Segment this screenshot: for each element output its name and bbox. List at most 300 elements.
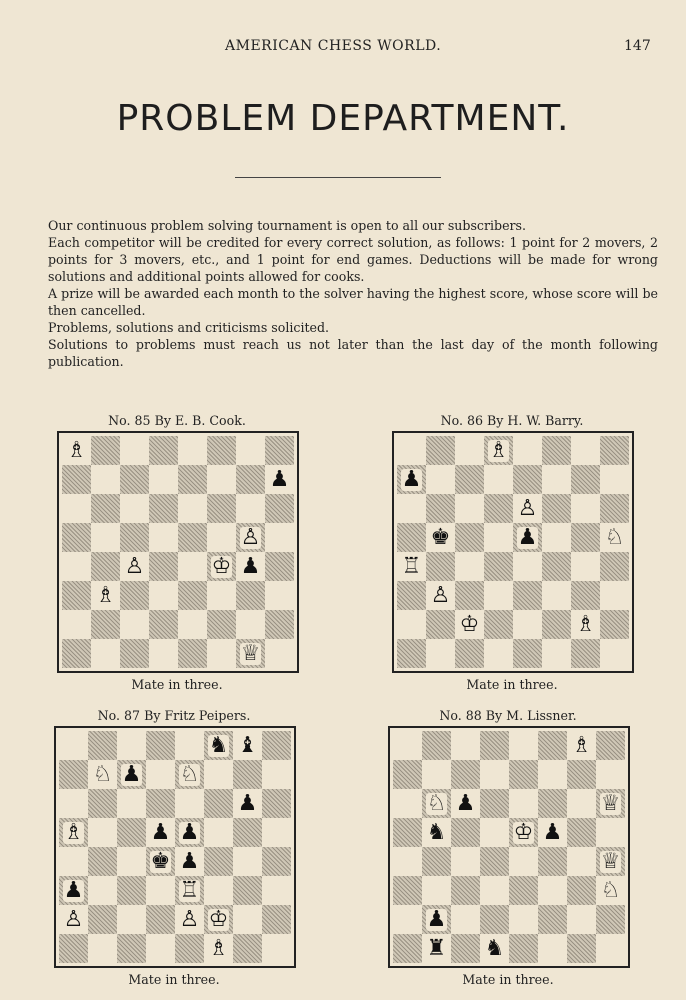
- board-square: [480, 818, 509, 847]
- board-square: [567, 760, 596, 789]
- board-square: [175, 847, 204, 876]
- board-square: [204, 760, 233, 789]
- black-pawn-icon: ♟: [179, 848, 200, 874]
- white-queen-icon: ♕: [600, 848, 621, 874]
- board-square: [265, 581, 294, 610]
- white-queen-icon: ♕: [240, 640, 261, 666]
- board-square: [233, 818, 262, 847]
- board-square: [538, 905, 567, 934]
- board-square: [149, 465, 178, 494]
- board-square: [262, 818, 291, 847]
- board-square: [571, 523, 600, 552]
- board-square: [455, 465, 484, 494]
- board-square: [397, 552, 426, 581]
- board-square: [91, 581, 120, 610]
- board-square: [175, 876, 204, 905]
- board-square: [422, 876, 451, 905]
- board-frame: [57, 431, 299, 673]
- board-square: [480, 847, 509, 876]
- board-square: [455, 639, 484, 668]
- board-square: [509, 876, 538, 905]
- board-square: [397, 523, 426, 552]
- board-square: [120, 465, 149, 494]
- chess-board: [62, 436, 294, 668]
- black-pawn-icon: ♟: [240, 553, 261, 579]
- board-square: [451, 934, 480, 963]
- board-square: [175, 731, 204, 760]
- board-square: [393, 847, 422, 876]
- intro-paragraph: A prize will be awarded each month to the solver having the highest score, whose score will be then cancelled.: [48, 286, 658, 318]
- white-pawn-icon: ♙: [124, 553, 145, 579]
- white-knight-icon: ♘: [179, 761, 200, 787]
- board-square: [236, 523, 265, 552]
- board-square: [600, 523, 629, 552]
- board-square: [567, 818, 596, 847]
- board-square: [600, 581, 629, 610]
- board-square: [117, 789, 146, 818]
- board-square: [91, 639, 120, 668]
- problem-86: [392, 413, 632, 692]
- white-pawn-icon: ♙: [517, 495, 538, 521]
- board-square: [265, 436, 294, 465]
- board-square: [567, 934, 596, 963]
- board-square: [59, 847, 88, 876]
- board-square: [236, 465, 265, 494]
- board-square: [88, 760, 117, 789]
- black-pawn-icon: ♟: [426, 906, 447, 932]
- board-square: [484, 552, 513, 581]
- board-square: [571, 639, 600, 668]
- board-square: [451, 760, 480, 789]
- board-square: [422, 731, 451, 760]
- problem-stipulation: Mate in three.: [466, 677, 558, 692]
- board-square: [88, 876, 117, 905]
- page-header: [0, 38, 686, 58]
- board-square: [393, 789, 422, 818]
- board-square: [538, 731, 567, 760]
- white-pawn-icon: ♙: [63, 906, 84, 932]
- white-bishop-icon: ♗: [571, 732, 592, 758]
- board-square: [538, 818, 567, 847]
- board-square: [509, 905, 538, 934]
- board-square: [146, 760, 175, 789]
- board-square: [120, 523, 149, 552]
- board-square: [149, 494, 178, 523]
- board-square: [484, 436, 513, 465]
- board-square: [422, 905, 451, 934]
- white-bishop-icon: ♗: [66, 437, 87, 463]
- board-square: [567, 789, 596, 818]
- board-square: [484, 465, 513, 494]
- board-square: [480, 731, 509, 760]
- board-square: [513, 436, 542, 465]
- board-frame: [54, 726, 296, 968]
- board-square: [117, 905, 146, 934]
- board-square: [509, 847, 538, 876]
- board-square: [571, 581, 600, 610]
- board-square: [88, 934, 117, 963]
- board-square: [600, 610, 629, 639]
- board-square: [207, 465, 236, 494]
- board-square: [146, 847, 175, 876]
- white-king-icon: ♔: [211, 553, 232, 579]
- board-square: [480, 905, 509, 934]
- board-square: [571, 465, 600, 494]
- board-square: [455, 494, 484, 523]
- board-square: [397, 436, 426, 465]
- board-square: [88, 731, 117, 760]
- board-square: [397, 610, 426, 639]
- white-bishop-icon: ♗: [208, 935, 229, 961]
- board-square: [480, 876, 509, 905]
- board-square: [596, 760, 625, 789]
- white-king-icon: ♔: [513, 819, 534, 845]
- board-square: [146, 934, 175, 963]
- board-square: [146, 789, 175, 818]
- board-square: [422, 818, 451, 847]
- board-square: [513, 494, 542, 523]
- board-square: [62, 436, 91, 465]
- board-square: [204, 789, 233, 818]
- board-square: [91, 465, 120, 494]
- problem-caption: No. 85 By E. B. Cook.: [108, 413, 246, 428]
- black-king-icon: ♚: [150, 848, 171, 874]
- board-square: [120, 436, 149, 465]
- board-square: [178, 610, 207, 639]
- board-square: [393, 818, 422, 847]
- board-square: [88, 905, 117, 934]
- board-square: [567, 905, 596, 934]
- board-square: [120, 581, 149, 610]
- board-square: [542, 581, 571, 610]
- intro-paragraph: Solutions to problems must reach us not later than the last day of the month following publication.: [48, 337, 658, 369]
- white-bishop-icon: ♗: [63, 819, 84, 845]
- board-square: [149, 523, 178, 552]
- problem-85: [57, 413, 297, 692]
- board-square: [600, 465, 629, 494]
- board-square: [88, 789, 117, 818]
- board-square: [509, 731, 538, 760]
- board-square: [62, 581, 91, 610]
- board-square: [451, 876, 480, 905]
- board-square: [542, 523, 571, 552]
- board-square: [146, 876, 175, 905]
- board-square: [233, 876, 262, 905]
- board-square: [262, 905, 291, 934]
- board-square: [513, 581, 542, 610]
- black-pawn-icon: ♟: [269, 466, 290, 492]
- white-pawn-icon: ♙: [240, 524, 261, 550]
- board-square: [204, 731, 233, 760]
- board-square: [455, 523, 484, 552]
- board-square: [571, 610, 600, 639]
- white-pawn-icon: ♙: [179, 906, 200, 932]
- board-square: [59, 934, 88, 963]
- board-square: [393, 760, 422, 789]
- black-knight-icon: ♞: [426, 819, 447, 845]
- board-square: [59, 818, 88, 847]
- board-square: [265, 639, 294, 668]
- white-king-icon: ♔: [459, 611, 480, 637]
- board-square: [233, 905, 262, 934]
- board-square: [393, 934, 422, 963]
- board-square: [62, 465, 91, 494]
- running-title: AMERICAN CHESS WORLD.: [225, 38, 442, 54]
- board-square: [233, 760, 262, 789]
- board-square: [513, 465, 542, 494]
- board-square: [426, 610, 455, 639]
- board-square: [455, 610, 484, 639]
- board-square: [262, 847, 291, 876]
- board-frame: [388, 726, 630, 968]
- board-square: [397, 465, 426, 494]
- board-square: [513, 552, 542, 581]
- board-square: [120, 639, 149, 668]
- board-square: [596, 818, 625, 847]
- board-square: [146, 905, 175, 934]
- board-square: [397, 494, 426, 523]
- board-frame: [392, 431, 634, 673]
- board-square: [207, 639, 236, 668]
- board-square: [455, 552, 484, 581]
- board-square: [426, 581, 455, 610]
- board-square: [596, 934, 625, 963]
- board-square: [397, 581, 426, 610]
- board-square: [265, 465, 294, 494]
- board-square: [509, 789, 538, 818]
- page-number: 147: [624, 38, 651, 54]
- board-square: [207, 494, 236, 523]
- intro-text: [48, 217, 658, 370]
- board-square: [175, 818, 204, 847]
- board-square: [178, 523, 207, 552]
- board-square: [393, 876, 422, 905]
- white-queen-icon: ♕: [600, 790, 621, 816]
- board-square: [262, 934, 291, 963]
- board-square: [236, 581, 265, 610]
- board-square: [542, 436, 571, 465]
- board-square: [596, 876, 625, 905]
- problem-stipulation: Mate in three.: [462, 972, 554, 987]
- board-square: [236, 639, 265, 668]
- board-square: [120, 494, 149, 523]
- board-square: [484, 581, 513, 610]
- board-square: [567, 731, 596, 760]
- board-square: [451, 818, 480, 847]
- black-pawn-icon: ♟: [63, 877, 84, 903]
- board-square: [451, 905, 480, 934]
- board-square: [91, 610, 120, 639]
- board-square: [480, 934, 509, 963]
- board-square: [117, 731, 146, 760]
- white-king-icon: ♔: [208, 906, 229, 932]
- board-square: [422, 934, 451, 963]
- board-square: [538, 789, 567, 818]
- board-square: [149, 552, 178, 581]
- board-square: [204, 847, 233, 876]
- board-square: [233, 731, 262, 760]
- board-square: [59, 905, 88, 934]
- board-square: [207, 610, 236, 639]
- board-square: [91, 552, 120, 581]
- board-square: [59, 760, 88, 789]
- board-square: [600, 639, 629, 668]
- board-square: [426, 552, 455, 581]
- white-knight-icon: ♘: [600, 877, 621, 903]
- problem-88: [388, 708, 628, 987]
- board-square: [117, 876, 146, 905]
- chess-board: [59, 731, 291, 963]
- board-square: [265, 552, 294, 581]
- board-square: [600, 436, 629, 465]
- board-square: [233, 847, 262, 876]
- board-square: [117, 760, 146, 789]
- board-square: [204, 905, 233, 934]
- board-square: [262, 760, 291, 789]
- board-square: [62, 639, 91, 668]
- board-square: [262, 731, 291, 760]
- board-square: [236, 610, 265, 639]
- board-square: [178, 639, 207, 668]
- board-square: [513, 610, 542, 639]
- black-pawn-icon: ♟: [179, 819, 200, 845]
- board-square: [59, 731, 88, 760]
- black-bishop-icon: ♝: [237, 732, 258, 758]
- board-square: [62, 552, 91, 581]
- white-rook-icon: ♖: [179, 877, 200, 903]
- board-square: [175, 934, 204, 963]
- board-square: [542, 494, 571, 523]
- black-pawn-icon: ♟: [237, 790, 258, 816]
- chess-board: [393, 731, 625, 963]
- board-square: [59, 789, 88, 818]
- board-square: [426, 465, 455, 494]
- department-title: PROBLEM DEPARTMENT.: [116, 98, 570, 139]
- board-square: [509, 818, 538, 847]
- board-square: [538, 760, 567, 789]
- board-square: [262, 789, 291, 818]
- board-square: [538, 847, 567, 876]
- white-bishop-icon: ♗: [575, 611, 596, 637]
- board-square: [451, 731, 480, 760]
- board-square: [149, 610, 178, 639]
- board-square: [426, 523, 455, 552]
- problem-87: [54, 708, 294, 987]
- title-rule: [235, 177, 441, 178]
- board-square: [393, 731, 422, 760]
- board-square: [538, 934, 567, 963]
- problem-caption: No. 86 By H. W. Barry.: [440, 413, 584, 428]
- problem-stipulation: Mate in three.: [128, 972, 220, 987]
- board-square: [175, 905, 204, 934]
- board-square: [207, 581, 236, 610]
- problem-stipulation: Mate in three.: [131, 677, 223, 692]
- black-knight-icon: ♞: [484, 935, 505, 961]
- board-square: [120, 552, 149, 581]
- intro-paragraph: Our continuous problem solving tournament is open to all our subscribers.: [48, 218, 527, 233]
- board-square: [455, 436, 484, 465]
- board-square: [571, 436, 600, 465]
- board-square: [120, 610, 149, 639]
- board-square: [484, 523, 513, 552]
- black-pawn-icon: ♟: [401, 466, 422, 492]
- board-square: [426, 639, 455, 668]
- board-square: [117, 847, 146, 876]
- board-square: [233, 934, 262, 963]
- board-square: [178, 581, 207, 610]
- board-square: [422, 760, 451, 789]
- intro-paragraph: Problems, solutions and criticisms solicited.: [48, 320, 330, 335]
- board-square: [62, 610, 91, 639]
- board-square: [178, 552, 207, 581]
- board-square: [207, 436, 236, 465]
- board-square: [233, 789, 262, 818]
- board-square: [62, 523, 91, 552]
- board-square: [538, 876, 567, 905]
- black-pawn-icon: ♟: [455, 790, 476, 816]
- chess-board: [397, 436, 629, 668]
- board-square: [484, 610, 513, 639]
- black-pawn-icon: ♟: [542, 819, 563, 845]
- problem-caption: No. 87 By Fritz Peipers.: [97, 708, 251, 723]
- board-square: [509, 760, 538, 789]
- black-rook-icon: ♜: [426, 935, 447, 961]
- board-square: [513, 639, 542, 668]
- board-square: [393, 905, 422, 934]
- black-pawn-icon: ♟: [517, 524, 538, 550]
- board-square: [451, 847, 480, 876]
- board-square: [480, 789, 509, 818]
- board-square: [265, 523, 294, 552]
- black-king-icon: ♚: [430, 524, 451, 550]
- board-square: [59, 876, 88, 905]
- board-square: [149, 639, 178, 668]
- board-square: [146, 731, 175, 760]
- board-square: [236, 436, 265, 465]
- board-square: [88, 818, 117, 847]
- white-knight-icon: ♘: [426, 790, 447, 816]
- board-square: [567, 847, 596, 876]
- board-square: [426, 494, 455, 523]
- board-square: [596, 905, 625, 934]
- black-pawn-icon: ♟: [150, 819, 171, 845]
- board-square: [542, 552, 571, 581]
- board-square: [571, 552, 600, 581]
- board-square: [484, 639, 513, 668]
- board-square: [265, 494, 294, 523]
- board-square: [596, 731, 625, 760]
- problem-caption: No. 88 By M. Lissner.: [439, 708, 577, 723]
- board-square: [397, 639, 426, 668]
- board-square: [178, 465, 207, 494]
- board-square: [596, 789, 625, 818]
- board-square: [426, 436, 455, 465]
- board-square: [513, 523, 542, 552]
- board-square: [236, 552, 265, 581]
- board-square: [422, 789, 451, 818]
- board-square: [91, 436, 120, 465]
- board-square: [236, 494, 265, 523]
- board-square: [204, 876, 233, 905]
- board-square: [204, 934, 233, 963]
- board-square: [149, 436, 178, 465]
- board-square: [480, 760, 509, 789]
- white-knight-icon: ♘: [604, 524, 625, 550]
- board-square: [91, 494, 120, 523]
- board-square: [175, 760, 204, 789]
- board-square: [117, 818, 146, 847]
- board-square: [542, 639, 571, 668]
